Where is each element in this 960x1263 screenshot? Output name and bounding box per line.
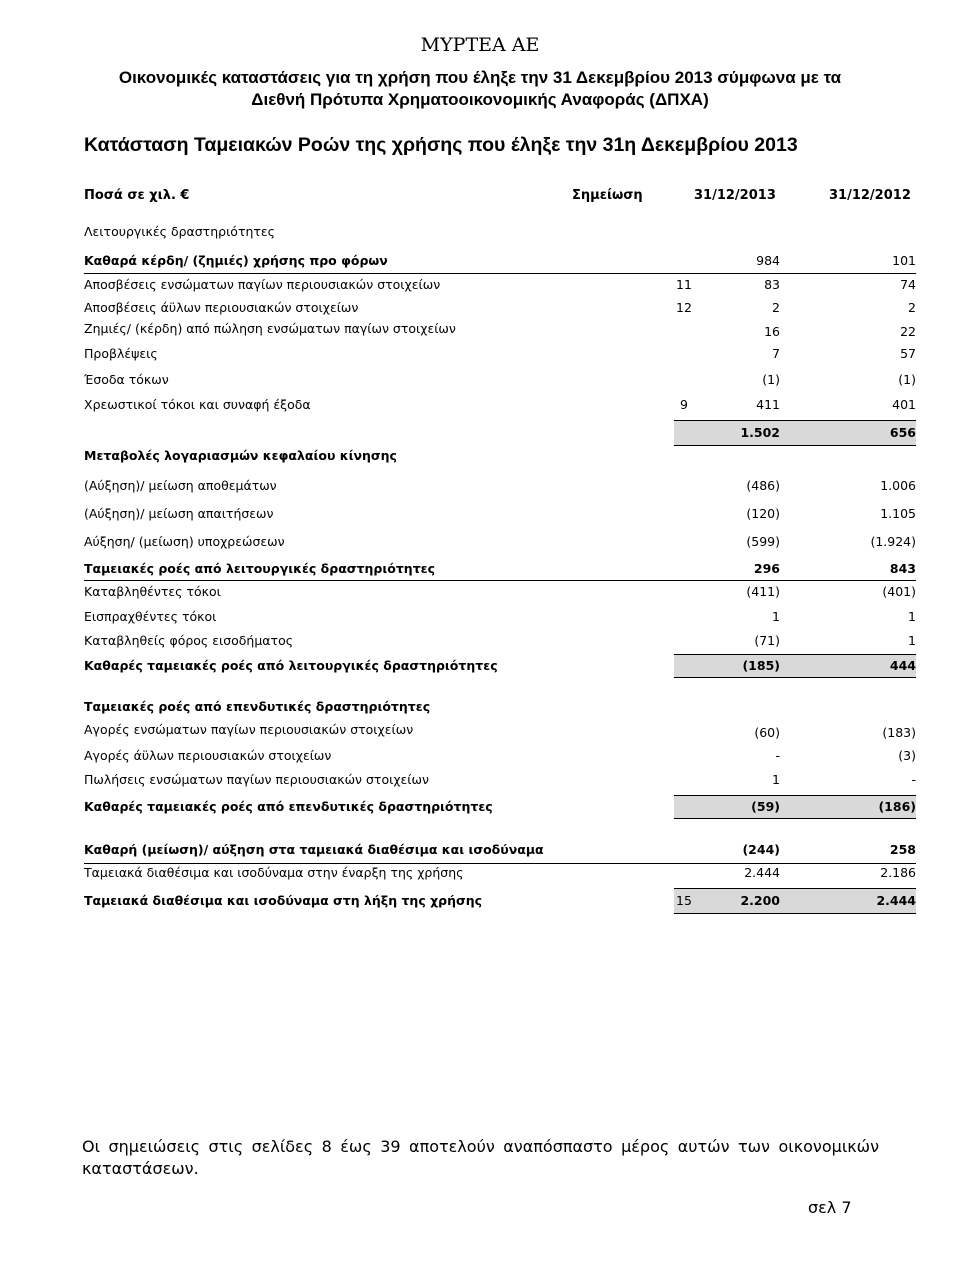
table-row: Καθαρές ταμειακές ροές από επενδυτικές δραστηριότητες (59) (186) — [84, 799, 916, 814]
table-row: (Αύξηση)/ μείωση απαιτήσεων (120) 1.105 — [84, 506, 916, 521]
table-row: Αγορές ενσώματων παγίων περιουσιακών στοιχείων (60) (183) — [84, 722, 916, 740]
table-row: Χρεωστικοί τόκοι και συναφή έξοδα 9 411 401 — [84, 397, 916, 412]
table-row: Καθαρά κέρδη/ (ζημιές) χρήσης προ φόρων 984 101 — [84, 253, 916, 268]
table-row: Αποσβέσεις άϋλων περιουσιακών στοιχείων 12 2 2 — [84, 300, 916, 315]
table-row: Ζημιές/ (κέρδη) από πώληση ενσώματων παγίων στοιχείων 16 22 — [84, 321, 916, 339]
divider-line — [84, 863, 916, 864]
table-row: Ταμειακά διαθέσιμα και ισοδύναμα στη λήξη της χρήσης 15 2.200 2.444 — [84, 893, 916, 908]
table-row: Εισπραχθέντες τόκοι 1 1 — [84, 609, 916, 624]
table-row: Ταμειακά διαθέσιμα και ισοδύναμα στην έναρξη της χρήσης 2.444 2.186 — [84, 865, 916, 880]
table-row: Καθαρή (μείωση)/ αύξηση στα ταμειακά διαθέσιμα και ισοδύναμα (244) 258 — [84, 842, 916, 857]
table-row: Πωλήσεις ενσώματων παγίων περιουσιακών στοιχείων 1 - — [84, 772, 916, 787]
page-number: σελ 7 — [808, 1198, 852, 1217]
subtotal-row: 1.502 656 — [740, 425, 916, 440]
table-row: Καταβληθείς φόρος εισοδήματος (71) 1 — [84, 633, 916, 648]
subtitle-line-2: Διεθνή Πρότυπα Χρηματοοικονομικής Αναφοράς (ΔΠΧΑ) — [251, 90, 709, 109]
table-row: Ταμειακές ροές από λειτουργικές δραστηριότητες 296 843 — [84, 561, 916, 576]
note-column-header: Σημείωση — [572, 188, 643, 203]
company-name: ΜΥΡΤΕΑ ΑΕ — [420, 34, 540, 56]
section-heading-working-capital: Μεταβολές λογαριασμών κεφαλαίου κίνησης — [84, 448, 397, 463]
table-row: Έσοδα τόκων (1) (1) — [84, 372, 916, 387]
statement-title: Κατάσταση Ταμειακών Ροών της χρήσης που έληξε την 31η Δεκεμβρίου 2013 — [84, 134, 798, 156]
table-row: Καθαρές ταμειακές ροές από λειτουργικές δραστηριότητες (185) 444 — [84, 658, 916, 673]
table-row: Αγορές άϋλων περιουσιακών στοιχείων - (3) — [84, 748, 916, 763]
section-heading-operating: Λειτουργικές δραστηριότητες — [84, 224, 276, 239]
divider-line — [84, 273, 916, 274]
table-row: Αποσβέσεις ενσώματων παγίων περιουσιακών στοιχείων 11 83 74 — [84, 277, 916, 292]
amounts-unit-label: Ποσά σε χιλ. € — [84, 188, 190, 203]
table-row: Αύξηση/ (μείωση) υποχρεώσεων (599) (1.924) — [84, 534, 916, 549]
table-row: Προβλέψεις 7 57 — [84, 346, 916, 361]
table-row: Καταβληθέντες τόκοι (411) (401) — [84, 584, 916, 599]
section-heading-investing: Ταμειακές ροές από επενδυτικές δραστηριότητες — [84, 699, 431, 714]
footer-note: Οι σημειώσεις στις σελίδες 8 έως 39 αποτελούν αναπόσπαστο μέρος αυτών των οικονομικών καταστάσεων. — [82, 1137, 879, 1178]
table-row: (Αύξηση)/ μείωση αποθεμάτων (486) 1.006 — [84, 478, 916, 493]
year-2012-column-header: 31/12/2012 — [829, 188, 911, 203]
year-2013-column-header: 31/12/2013 — [694, 188, 776, 203]
subtitle-line-1: Οικονομικές καταστάσεις για τη χρήση που έληξε την 31 Δεκεμβρίου 2013 σύμφωνα με τα — [118, 68, 842, 87]
